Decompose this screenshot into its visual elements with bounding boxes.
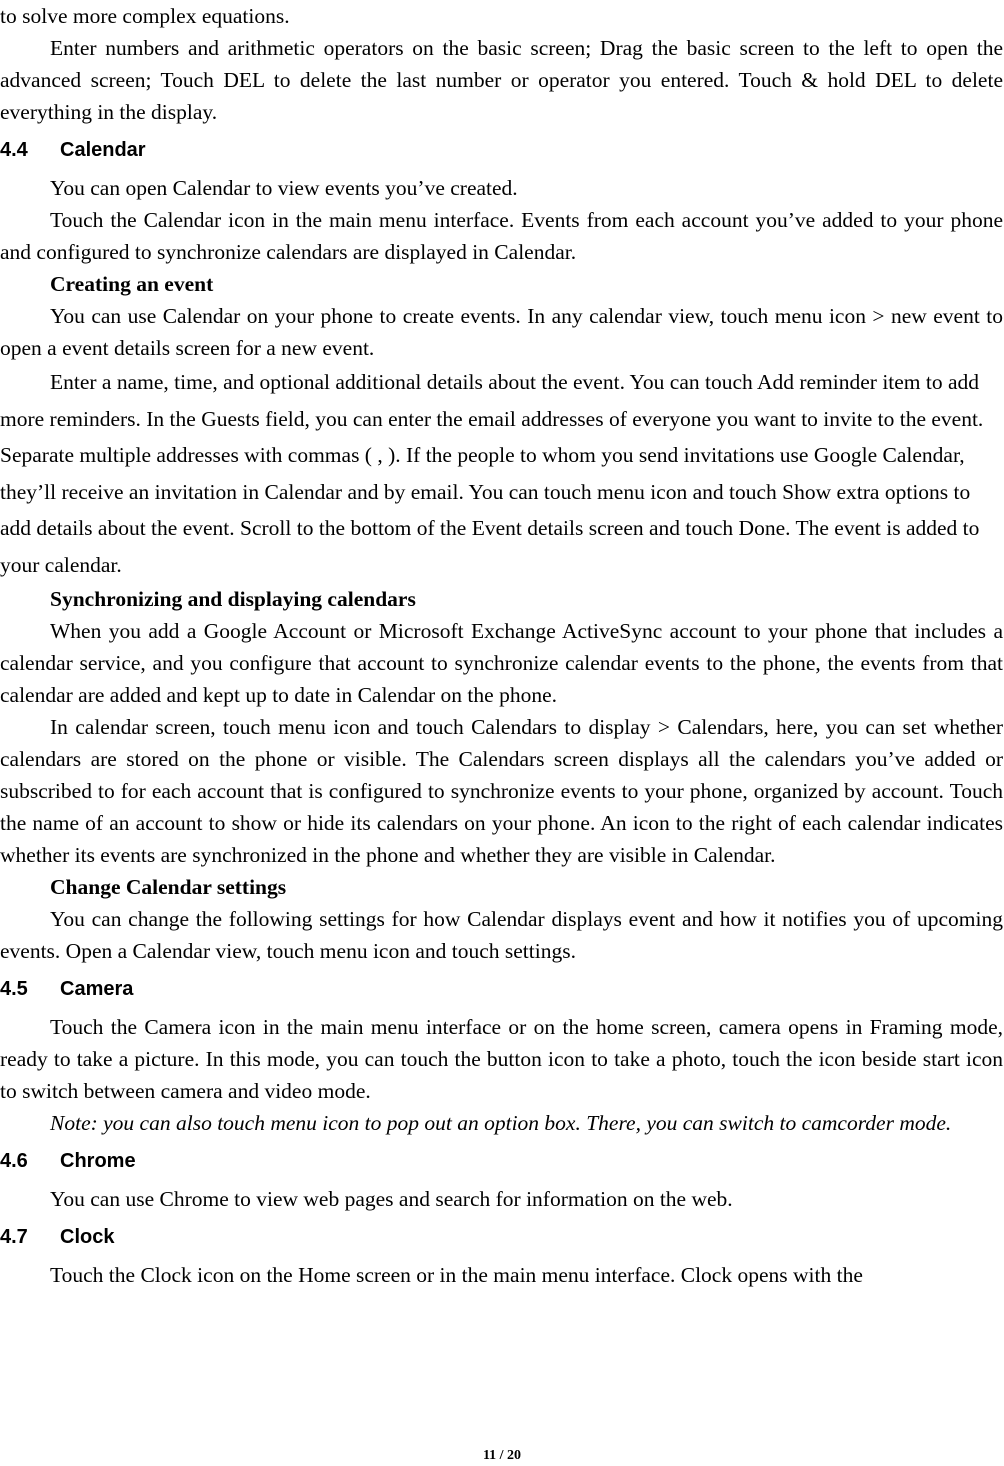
subheading-calendar-settings: Change Calendar settings	[50, 875, 287, 899]
paragraph-calendars-display: In calendar screen, touch menu icon and touch Calendars to display > Calendars, here, you can set whether calendars are stored on the phone or visible. The Calendars screen displays all the calendars you’ve added or subscribed to for each account that is configured to synchronize events to your phone, organized by account. Touch the name of an account to show or hide its calendars on your phone. An icon to the right of each calendar indicates whether its events are synchronized in the phone and whether they are visible in Calendar.	[0, 715, 1003, 867]
section-heading-camera	[0, 967, 1003, 1011]
section-number: 4.4	[0, 139, 28, 161]
section-title: Calendar	[60, 139, 146, 161]
section-heading-clock	[0, 1215, 1003, 1259]
paragraph-calendar-intro: You can open Calendar to view events you’ve created.	[50, 176, 518, 200]
paragraph-sync-account: When you add a Google Account or Microsoft Exchange ActiveSync account to your phone that includes a calendar service, and you configure that account to synchronize calendar events to the phone, the events from that calendar are added and kept up to date in Calendar on the phone.	[0, 619, 1003, 707]
subheading-creating-event: Creating an event	[50, 272, 214, 296]
paragraph-chrome-usage: You can use Chrome to view web pages and search for information on the web.	[50, 1187, 733, 1211]
paragraph-calculator-usage: Enter numbers and arithmetic operators on the basic screen; Drag the basic screen to the left to open the advanced screen; Touch DEL to delete the last number or operator you entered. Touch & hold DEL to delete everything in the display.	[0, 36, 1003, 124]
section-number: 4.5	[0, 978, 28, 1000]
section-title: Clock	[60, 1226, 115, 1248]
subheading-sync-calendars: Synchronizing and displaying calendars	[50, 587, 416, 611]
section-title: Chrome	[60, 1150, 136, 1172]
section-number: 4.6	[0, 1150, 28, 1172]
paragraph-camera-usage: Touch the Camera icon in the main menu interface or on the home screen, camera opens in Framing mode, ready to take a picture. In this mode, you can touch the button icon to take a photo, touch the icon beside start icon to switch between camera and video mode.	[0, 1015, 1003, 1103]
paragraph-calculator-end: to solve more complex equations.	[0, 4, 290, 28]
section-heading-chrome	[0, 1139, 1003, 1183]
paragraph-clock-usage: Touch the Clock icon on the Home screen or in the main menu interface. Clock opens with the	[50, 1263, 863, 1287]
paragraph-camera-note: Note: you can also touch menu icon to pop out an option box. There, you can switch to camcorder mode.	[50, 1111, 952, 1135]
section-heading-calendar	[0, 128, 1003, 172]
page-number: 11 / 20	[482, 1448, 522, 1463]
section-number: 4.7	[0, 1226, 28, 1248]
paragraph-calendar-settings: You can change the following settings for how Calendar displays event and how it notifies you of upcoming events. Open a Calendar view, touch menu icon and touch settings.	[0, 907, 1003, 963]
paragraph-calendar-open: Touch the Calendar icon in the main menu interface. Events from each account you’ve added to your phone and configured to synchronize calendars are displayed in Calendar.	[0, 208, 1003, 264]
paragraph-event-details: Enter a name, time, and optional additional details about the event. You can touch Add reminder item to add more reminders. In the Guests field, you can enter the email addresses of everyone you want to invite to the event. Separate multiple addresses with commas ( , ). If the people to whom you send invitations use Google Calendar, they’ll receive an invitation in Calendar and by email. You can touch menu icon and touch Show extra options to add details about the event. Scroll to the bottom of the Event details screen and touch Done. The event is added to your calendar.	[0, 370, 984, 577]
section-title: Camera	[60, 978, 134, 1000]
paragraph-create-event: You can use Calendar on your phone to create events. In any calendar view, touch menu icon > new event to open a event details screen for a new event.	[0, 304, 1003, 360]
